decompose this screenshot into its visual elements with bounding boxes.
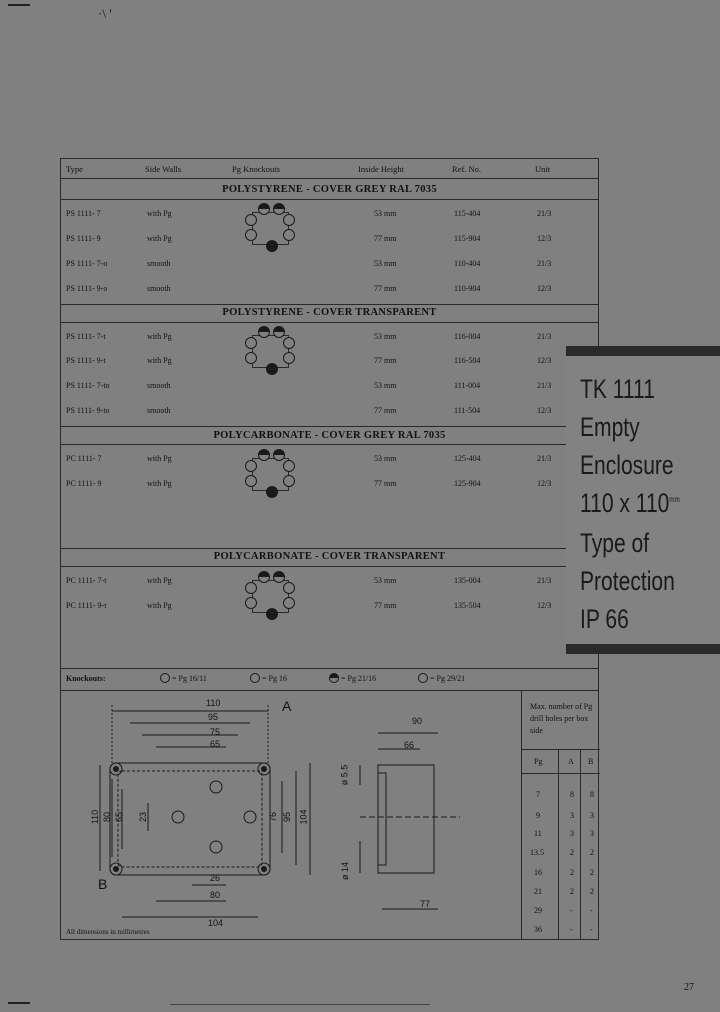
dim-label: 23 <box>138 811 149 823</box>
row-unit: 21/3 <box>537 576 552 585</box>
row-type: PS 1111- 7-t <box>66 332 106 341</box>
row-height: 77 mm <box>374 601 397 610</box>
row-height: 53 mm <box>374 454 397 463</box>
top-marks: ·\ ' <box>98 6 112 21</box>
max-holes-table <box>521 691 600 939</box>
legend-item: = Pg 16 <box>262 674 287 683</box>
row-type: PS 1111- 7-o <box>66 259 108 268</box>
row-height: 77 mm <box>374 356 397 365</box>
cell: 8 <box>590 790 594 799</box>
product-line: Empty <box>580 412 640 442</box>
row-unit: 12/3 <box>537 234 552 243</box>
row-walls: smooth <box>147 284 171 293</box>
dim-label: 66 <box>404 740 415 750</box>
dim-label: 26 <box>210 873 221 883</box>
row-walls: with Pg <box>147 479 172 488</box>
table-row: 13.5 <box>530 848 544 857</box>
dim-label: 75 <box>210 727 221 737</box>
product-line: Protection <box>580 566 675 596</box>
col-height: Inside Height <box>358 164 405 174</box>
row-ref: 110-904 <box>454 284 481 293</box>
divider <box>60 304 599 305</box>
scan-line-bottom <box>170 1004 430 1005</box>
table-row: 11 <box>534 829 542 838</box>
row-unit: 21/3 <box>537 381 552 390</box>
row-ref: 115-904 <box>454 234 481 243</box>
legend-item: = Pg 29/21 <box>430 674 466 683</box>
row-ref: 125-404 <box>454 454 481 463</box>
section-title: POLYCARBONATE - COVER GREY RAL 7035 <box>213 430 446 441</box>
dim-label: 65 <box>210 739 221 749</box>
row-type: PS 1111- 9-to <box>66 406 110 415</box>
dim-label: ø 14 <box>340 861 351 881</box>
product-code: TK 1111 <box>580 374 655 404</box>
circle-cross-icon <box>418 673 428 683</box>
dim-label: 77 <box>420 899 431 909</box>
row-walls: smooth <box>147 381 171 390</box>
row-ref: 135-504 <box>454 601 481 610</box>
row-type: PC 1111- 9-t <box>66 601 107 610</box>
section-title: POLYSTYRENE - COVER TRANSPARENT <box>222 307 437 318</box>
col-type: Type <box>66 164 83 174</box>
cell: 2 <box>570 868 574 877</box>
cell: 2 <box>590 848 594 857</box>
cell: 3 <box>570 811 574 820</box>
row-height: 53 mm <box>374 576 397 585</box>
unit-sup: mm <box>669 495 680 504</box>
product-line: Enclosure <box>580 450 674 480</box>
row-height: 53 mm <box>374 381 397 390</box>
row-walls: with Pg <box>147 234 172 243</box>
page-number: 27 <box>684 982 694 993</box>
view-label-b: B <box>98 876 108 892</box>
divider <box>60 426 599 427</box>
row-ref: 135-004 <box>454 576 481 585</box>
row-type: PS 1111- 7 <box>66 209 101 218</box>
row-height: 53 mm <box>374 209 397 218</box>
row-walls: smooth <box>147 406 171 415</box>
scan-mark-bottom <box>8 1002 30 1004</box>
row-unit: 21/3 <box>537 209 552 218</box>
enclosure-front <box>110 763 270 875</box>
divider <box>60 199 599 200</box>
cell: 2 <box>570 887 574 896</box>
dim-label: 104 <box>298 809 309 825</box>
row-type: PC 1111- 7 <box>66 454 102 463</box>
cell: - <box>590 925 593 934</box>
row-ref: 116-004 <box>454 332 481 341</box>
table-caption: Max. number of Pg drill holes per box side <box>530 702 593 735</box>
half-circle-icon <box>329 673 339 683</box>
row-unit: 12/3 <box>537 479 552 488</box>
table-row: 29 <box>534 906 542 915</box>
col-knockouts: Pg Knockouts <box>232 164 280 174</box>
cell: 2 <box>590 887 594 896</box>
table-row: 16 <box>534 868 542 877</box>
product-sidebar <box>566 346 720 654</box>
row-height: 77 mm <box>374 234 397 243</box>
cell: 3 <box>590 829 594 838</box>
col-unit: Unit <box>535 164 551 174</box>
row-walls: with Pg <box>147 601 172 610</box>
row-ref: 115-404 <box>454 209 481 218</box>
divider <box>60 566 599 567</box>
dim-label: 80 <box>102 811 113 823</box>
cell: 2 <box>570 848 574 857</box>
dim-label: 65 <box>114 811 125 823</box>
row-walls: with Pg <box>147 576 172 585</box>
divider <box>60 178 599 179</box>
scan-mark <box>8 4 30 6</box>
table-row: 21 <box>534 887 542 896</box>
legend-item: = Pg 21/16 <box>341 674 377 683</box>
divider <box>60 444 599 445</box>
row-unit: 12/3 <box>537 601 552 610</box>
row-ref: 116-504 <box>454 356 481 365</box>
circle-slash-icon <box>160 673 170 683</box>
dim-label: 95 <box>208 712 219 722</box>
table-row: 7 <box>536 790 540 799</box>
cell: 3 <box>570 829 574 838</box>
table-header: Pg <box>534 757 543 766</box>
row-walls: with Pg <box>147 454 172 463</box>
dim-label: 95 <box>282 811 293 823</box>
cell: 2 <box>590 868 594 877</box>
table-row: 36 <box>534 925 542 934</box>
row-unit: 21/3 <box>537 454 552 463</box>
cell: 3 <box>590 811 594 820</box>
row-ref: 125-904 <box>454 479 481 488</box>
view-label-a: A <box>282 698 292 714</box>
circle-icon <box>250 673 260 683</box>
row-unit: 12/3 <box>537 356 552 365</box>
product-line: Type of <box>580 528 650 558</box>
table-row: 9 <box>536 811 540 820</box>
row-unit: 21/3 <box>537 259 552 268</box>
row-height: 53 mm <box>374 259 397 268</box>
cell: 8 <box>570 790 574 799</box>
row-type: PC 1111- 9 <box>66 479 102 488</box>
row-type: PS 1111- 9-o <box>66 284 108 293</box>
dim-label: ø 5.5 <box>339 764 350 786</box>
col-side-walls: Side Walls <box>145 164 182 174</box>
dim-label: 104 <box>208 918 224 928</box>
dim-label: 110 <box>90 809 101 825</box>
protection-rating: IP 66 <box>580 604 629 634</box>
legend-label: Knockouts: <box>66 674 106 683</box>
row-walls: with Pg <box>147 332 172 341</box>
cell: - <box>570 925 573 934</box>
dim-label: 90 <box>412 716 423 726</box>
cell: - <box>570 906 573 915</box>
divider <box>60 322 599 323</box>
table-header: A <box>568 757 574 766</box>
dim-label: 76 <box>268 811 279 823</box>
legend-item: = Pg 16/11 <box>172 674 207 683</box>
product-size: 110 x $110^{mm}$ <box>580 488 680 518</box>
row-type: PS 1111- 9-t <box>66 356 106 365</box>
cell: - <box>590 906 593 915</box>
row-ref: 110-404 <box>454 259 481 268</box>
row-height: 77 mm <box>374 284 397 293</box>
row-height: 53 mm <box>374 332 397 341</box>
row-unit: 12/3 <box>537 406 552 415</box>
row-ref: 111-004 <box>454 381 481 390</box>
row-walls: smooth <box>147 259 171 268</box>
row-walls: with Pg <box>147 356 172 365</box>
section-title: POLYCARBONATE - COVER TRANSPARENT <box>213 551 446 562</box>
row-height: 77 mm <box>374 479 397 488</box>
row-type: PS 1111- 7-to <box>66 381 110 390</box>
row-ref: 111-504 <box>454 406 481 415</box>
row-unit: 21/3 <box>537 332 552 341</box>
footnote: All dimensions in millimetres <box>66 928 150 936</box>
table-header: B <box>588 757 594 766</box>
row-height: 77 mm <box>374 406 397 415</box>
row-type: PC 1111- 7-t <box>66 576 107 585</box>
divider <box>60 668 599 669</box>
row-type: PS 1111- 9 <box>66 234 101 243</box>
row-unit: 12/3 <box>537 284 552 293</box>
col-ref: Ref. No. <box>452 164 482 174</box>
dim-label: 110 <box>206 698 221 708</box>
section-title: POLYSTYRENE - COVER GREY RAL 7035 <box>222 184 437 195</box>
divider <box>60 548 599 549</box>
dim-label: 80 <box>210 890 221 900</box>
row-walls: with Pg <box>147 209 172 218</box>
